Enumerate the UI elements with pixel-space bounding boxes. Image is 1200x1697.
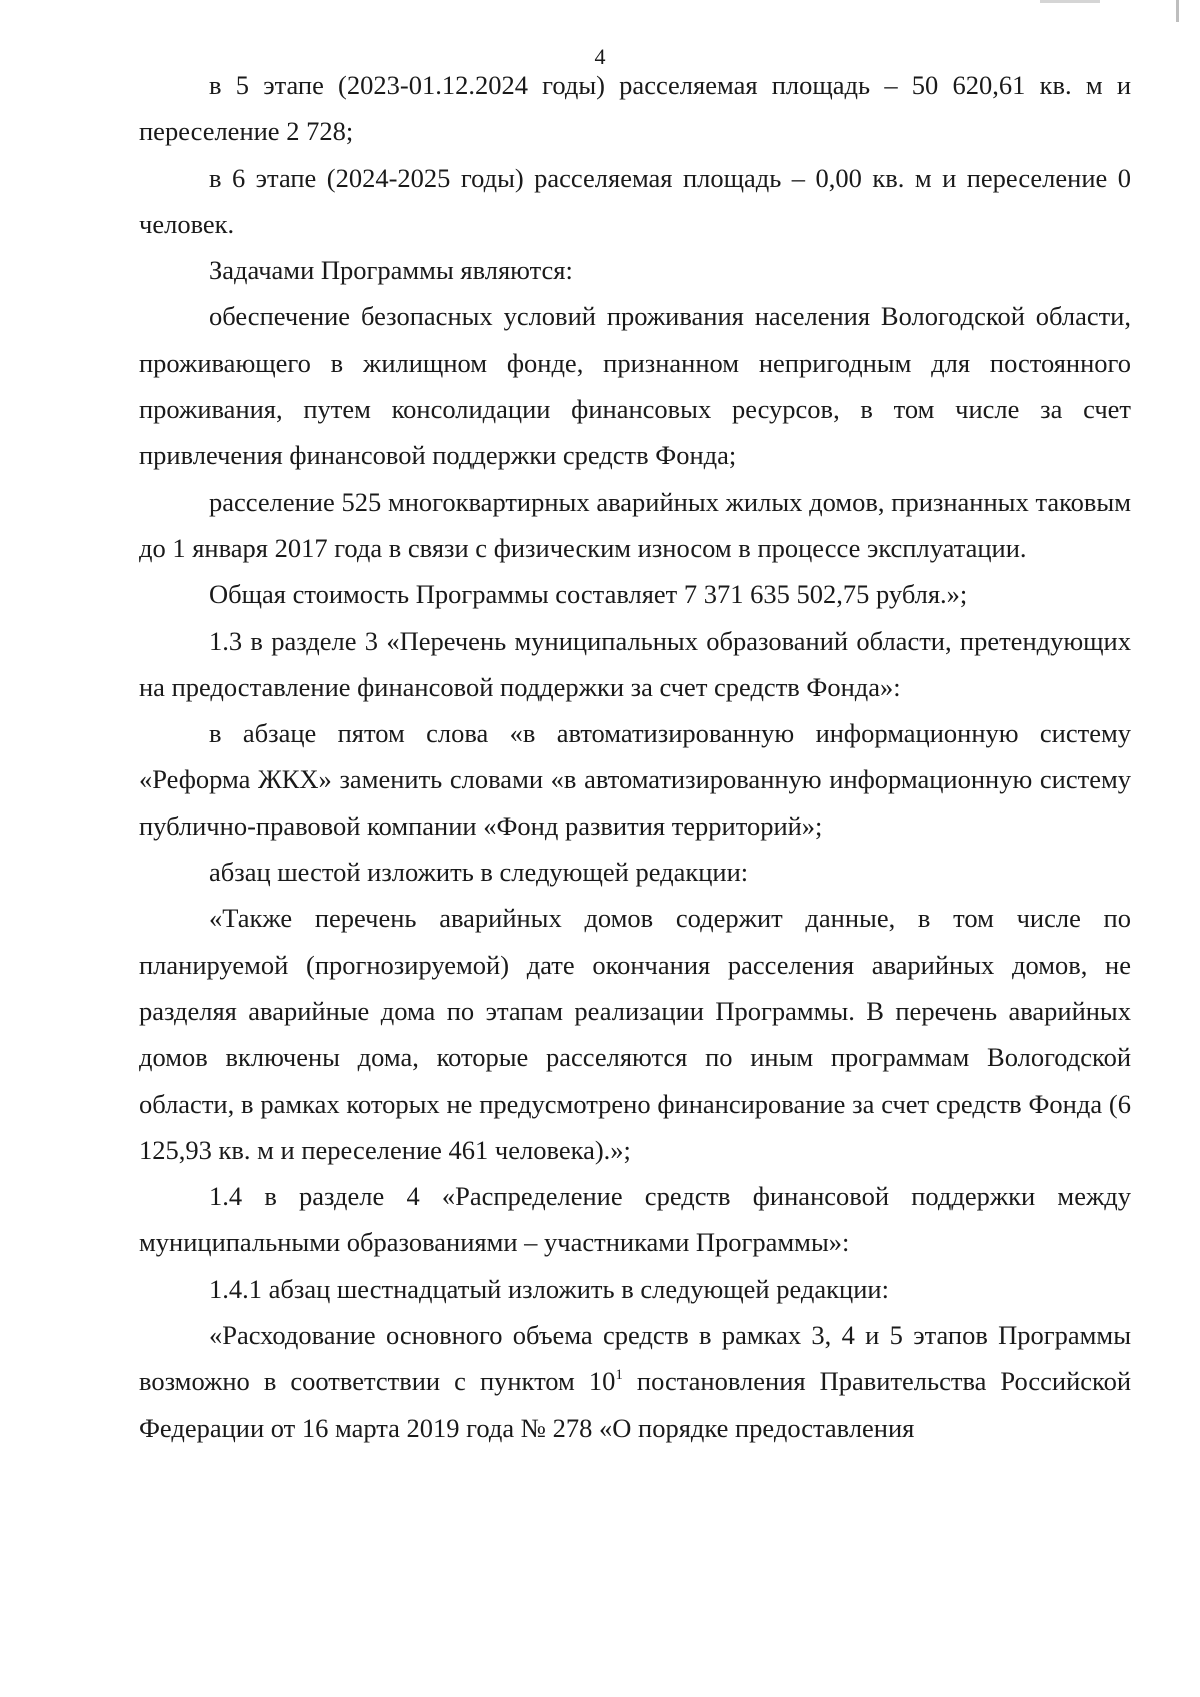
paragraph-stage-5: в 5 этапе (2023-01.12.2024 годы) расселяемая площадь – 50 620,61 кв. м и переселение 2 728; bbox=[139, 70, 1131, 147]
paragraph-total-cost: Общая стоимость Программы составляет 7 371 635 502,75 рубля.»; bbox=[209, 579, 968, 610]
scan-artifact bbox=[1040, 0, 1100, 3]
paragraph-spending-text: «Расходование основного объема средств в рамках 3, 4 и 5 этапов Программы возможно в соответствии с пунктом 10 bbox=[139, 1320, 1131, 1397]
paragraph-spending-text-continued: постановления Правительства Российской Федерации от 16 марта 2019 года № 278 «О порядке предоставления bbox=[139, 1366, 1132, 1443]
paragraph-replace-words: в абзаце пятом слова «в автоматизированную информационную систему «Реформа ЖКХ» заменить словами «в автоматизированную информационную систему публично-правовой компании «Фонд развития территорий»; bbox=[139, 718, 1131, 841]
scan-artifact bbox=[1176, 0, 1179, 22]
paragraph-emergency-list: «Также перечень аварийных домов содержит данные, в том числе по планируемой (прогнозируемой) дате окончания расселения аварийных домов, не разделяя аварийные дома по этапам реализации Программы. В перечень аварийных домов включены дома, которые расселяются по иным программам Вологодской области, в рамках которых не предусмотрено финансирование за счет средств Фонда (6 125,93 кв. м и переселение 461 человека).»; bbox=[139, 903, 1131, 1165]
superscript-footnote: 1 bbox=[615, 1367, 623, 1384]
paragraph-section-1-3: 1.3 в разделе 3 «Перечень муниципальных образований области, претендующих на предоставление финансовой поддержки за счет средств Фонда»: bbox=[139, 625, 1131, 702]
document-body bbox=[139, 62, 1131, 1451]
page-number: 4 bbox=[594, 44, 606, 69]
paragraph-tasks-heading: Задачами Программы являются: bbox=[209, 255, 573, 286]
paragraph-stage-6: в 6 этапе (2024-2025 годы) расселяемая площадь – 0,00 кв. м и переселение 0 человек. bbox=[139, 162, 1131, 239]
paragraph-task-safety: обеспечение безопасных условий проживания населения Вологодской области, проживающего в жилищном фонде, признанном непригодным для постоянного проживания, путем консолидации финансовых ресурсов, в том числе за счет привлечения финансовой поддержки средств Фонда; bbox=[139, 301, 1131, 471]
paragraph-sixth-abzac: абзац шестой изложить в следующей редакции: bbox=[209, 857, 749, 888]
paragraph-section-1-4-1: 1.4.1 абзац шестнадцатый изложить в следующей редакции: bbox=[209, 1273, 889, 1304]
paragraph-spending bbox=[139, 1312, 1131, 1451]
paragraph-section-1-4: 1.4 в разделе 4 «Распределение средств финансовой поддержки между муниципальными образованиями – участниками Программы»: bbox=[139, 1181, 1131, 1258]
paragraph-task-resettlement: расселение 525 многоквартирных аварийных жилых домов, признанных таковым до 1 января 2017 года в связи с физическим износом в процессе эксплуатации. bbox=[139, 486, 1131, 563]
